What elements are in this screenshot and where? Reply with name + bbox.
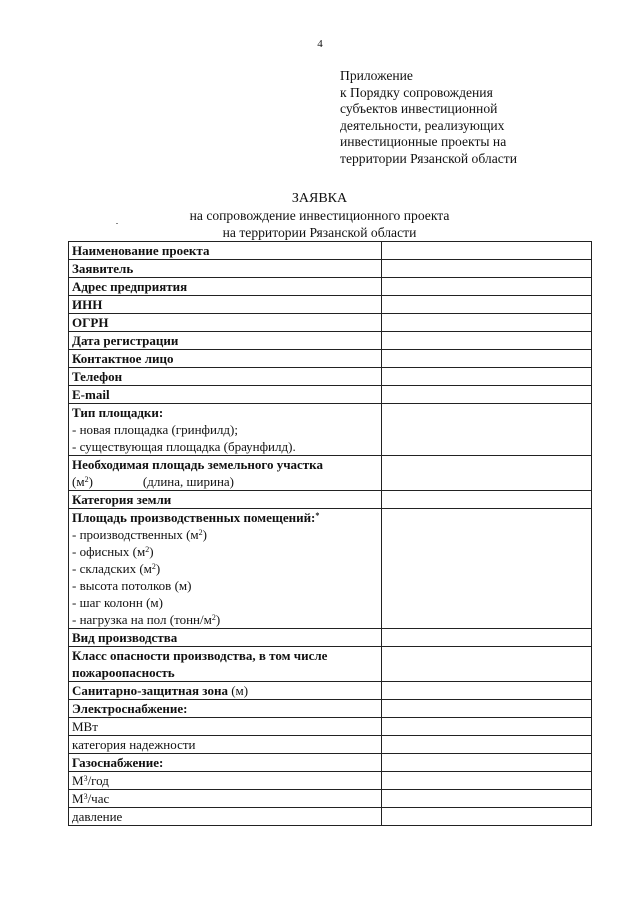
row-gas-pressure xyxy=(69,808,592,826)
land-category-field[interactable] xyxy=(382,491,592,509)
row-electricity-reliability xyxy=(69,736,592,754)
inn-label: ИНН xyxy=(69,296,382,314)
land-area-unit-line xyxy=(72,473,378,490)
premises-label xyxy=(69,509,382,629)
land-area-label xyxy=(69,456,382,491)
production-type-field[interactable] xyxy=(382,629,592,647)
row-sanitary-zone xyxy=(69,682,592,700)
row-electricity-heading xyxy=(69,700,592,718)
ogrn-label: ОГРН xyxy=(69,314,382,332)
premises-floor-load xyxy=(72,611,378,628)
site-type-label xyxy=(69,404,382,456)
gas-per-year: /год xyxy=(87,773,109,788)
land-category-label: Категория земли xyxy=(69,491,382,509)
row-gas-per-year xyxy=(69,772,592,790)
electricity-reliability-label: категория надежности xyxy=(69,736,382,754)
gas-per-year-field[interactable] xyxy=(382,772,592,790)
hazard-class-field[interactable] xyxy=(382,647,592,682)
premises-production-label: - производственных (м xyxy=(72,527,199,542)
electricity-heading: Электроснабжение: xyxy=(69,700,382,718)
row-phone xyxy=(69,368,592,386)
land-area-field[interactable] xyxy=(382,456,592,491)
application-form-table xyxy=(68,241,592,826)
electricity-reliability-field[interactable] xyxy=(382,736,592,754)
close-paren: ) xyxy=(215,612,221,627)
annex-line: субъектов инвестиционной xyxy=(340,101,498,117)
gas-unit-m: М xyxy=(72,791,84,806)
row-site-type xyxy=(69,404,592,456)
hazard-class-label xyxy=(69,647,382,682)
site-type-option-new: - новая площадка (гринфилд); xyxy=(72,422,238,437)
row-registration-date xyxy=(69,332,592,350)
row-hazard-class xyxy=(69,647,592,682)
row-email xyxy=(69,386,592,404)
area-power: 2 xyxy=(198,528,203,537)
area-power: 2 xyxy=(151,562,156,571)
row-gas-heading xyxy=(69,754,592,772)
row-applicant xyxy=(69,260,592,278)
applicant-label: Заявитель xyxy=(69,260,382,278)
sanitary-zone-text: Санитарно-защитная зона xyxy=(72,683,228,698)
contact-person-label: Контактное лицо xyxy=(69,350,382,368)
company-address-field[interactable] xyxy=(382,278,592,296)
premises-production xyxy=(72,526,378,543)
hazard-class-line2: пожароопасность xyxy=(72,665,175,680)
land-area-unit-power: 2 xyxy=(84,475,89,484)
land-area-dims: (длина, ширина) xyxy=(142,474,235,489)
annex-line: деятельности, реализующих xyxy=(340,117,505,133)
gas-pressure-field[interactable] xyxy=(382,808,592,826)
annex-line: Приложение xyxy=(340,68,413,83)
row-land-area xyxy=(69,456,592,491)
electricity-heading-field xyxy=(382,700,592,718)
subtitle-line: на сопровождение инвестиционного проекта xyxy=(189,208,450,223)
document-title: ЗАЯВКА xyxy=(291,191,348,206)
gas-unit-m: М xyxy=(72,773,84,788)
gas-heading: Газоснабжение: xyxy=(69,754,382,772)
page-number: 4 xyxy=(317,38,323,50)
row-project-name xyxy=(69,242,592,260)
inn-field[interactable] xyxy=(382,296,592,314)
close-paren: ) xyxy=(155,561,161,576)
footnote-mark: * xyxy=(315,511,320,520)
row-production-type xyxy=(69,629,592,647)
close-paren: ) xyxy=(202,527,207,542)
land-area-unit-close: ) xyxy=(88,474,93,489)
row-premises xyxy=(69,509,592,629)
premises-heading-line xyxy=(72,509,378,526)
premises-storage-label: - складских (м xyxy=(72,561,152,576)
gas-per-hour: /час xyxy=(87,791,110,806)
site-type-option-existing: - существующая площадка (браунфилд). xyxy=(72,439,296,454)
premises-floor-load-label: - нагрузка на пол (тонн/м xyxy=(72,612,212,627)
sanitary-zone-field[interactable] xyxy=(382,682,592,700)
email-field[interactable] xyxy=(382,386,592,404)
gas-per-hour-label xyxy=(69,790,382,808)
registration-date-field[interactable] xyxy=(382,332,592,350)
site-type-heading: Тип площадки: xyxy=(72,405,164,420)
row-land-category xyxy=(69,491,592,509)
registration-date-label: Дата регистрации xyxy=(69,332,382,350)
annex-line: инвестиционные проекты на xyxy=(340,134,507,150)
project-name-label: Наименование проекта xyxy=(69,242,382,260)
site-type-field[interactable] xyxy=(382,404,592,456)
land-area-heading: Необходимая площадь земельного участка xyxy=(72,457,323,472)
gas-per-hour-field[interactable] xyxy=(382,790,592,808)
gas-per-year-label xyxy=(69,772,382,790)
premises-ceiling-height: - высота потолков (м) xyxy=(72,578,192,593)
row-inn xyxy=(69,296,592,314)
land-area-unit-open: (м xyxy=(72,474,85,489)
hazard-class-line1: Класс опасности производства, в том числе xyxy=(72,648,328,663)
area-power: 2 xyxy=(145,545,150,554)
electricity-mw-field[interactable] xyxy=(382,718,592,736)
close-paren: ) xyxy=(149,544,154,559)
phone-label: Телефон xyxy=(69,368,382,386)
company-address-label: Адрес предприятия xyxy=(69,278,382,296)
row-contact-person xyxy=(69,350,592,368)
gas-unit-power: 3 xyxy=(83,792,88,801)
electricity-mw-label: МВт xyxy=(69,718,382,736)
gas-unit-power: 3 xyxy=(83,774,88,783)
premises-column-pitch: - шаг колонн (м) xyxy=(72,595,163,610)
row-gas-per-hour xyxy=(69,790,592,808)
premises-heading: Площадь производственных помещений: xyxy=(72,510,316,525)
contact-person-field[interactable] xyxy=(382,350,592,368)
premises-storage xyxy=(72,560,378,577)
annex-note xyxy=(340,68,600,168)
row-company-address xyxy=(69,278,592,296)
phone-field[interactable] xyxy=(382,368,592,386)
premises-offices xyxy=(72,543,378,560)
project-name-field[interactable] xyxy=(382,242,592,260)
row-ogrn xyxy=(69,314,592,332)
premises-field[interactable] xyxy=(382,509,592,629)
ogrn-field[interactable] xyxy=(382,314,592,332)
applicant-field[interactable] xyxy=(382,260,592,278)
premises-offices-label: - офисных (м xyxy=(72,544,146,559)
production-type-label: Вид производства xyxy=(69,629,382,647)
document-subtitle xyxy=(0,208,639,241)
sanitary-zone-label xyxy=(69,682,382,700)
row-electricity-mw xyxy=(69,718,592,736)
subtitle-line: на территории Рязанской области xyxy=(222,224,417,240)
gas-heading-field xyxy=(382,754,592,772)
gas-pressure-label: давление xyxy=(69,808,382,826)
annex-line: к Порядку сопровождения xyxy=(340,84,493,100)
sanitary-zone-unit: (м) xyxy=(231,683,249,698)
floor-load-power: 2 xyxy=(211,613,216,622)
email-label: E-mail xyxy=(69,386,382,404)
annex-line: территории Рязанской области xyxy=(340,150,517,166)
